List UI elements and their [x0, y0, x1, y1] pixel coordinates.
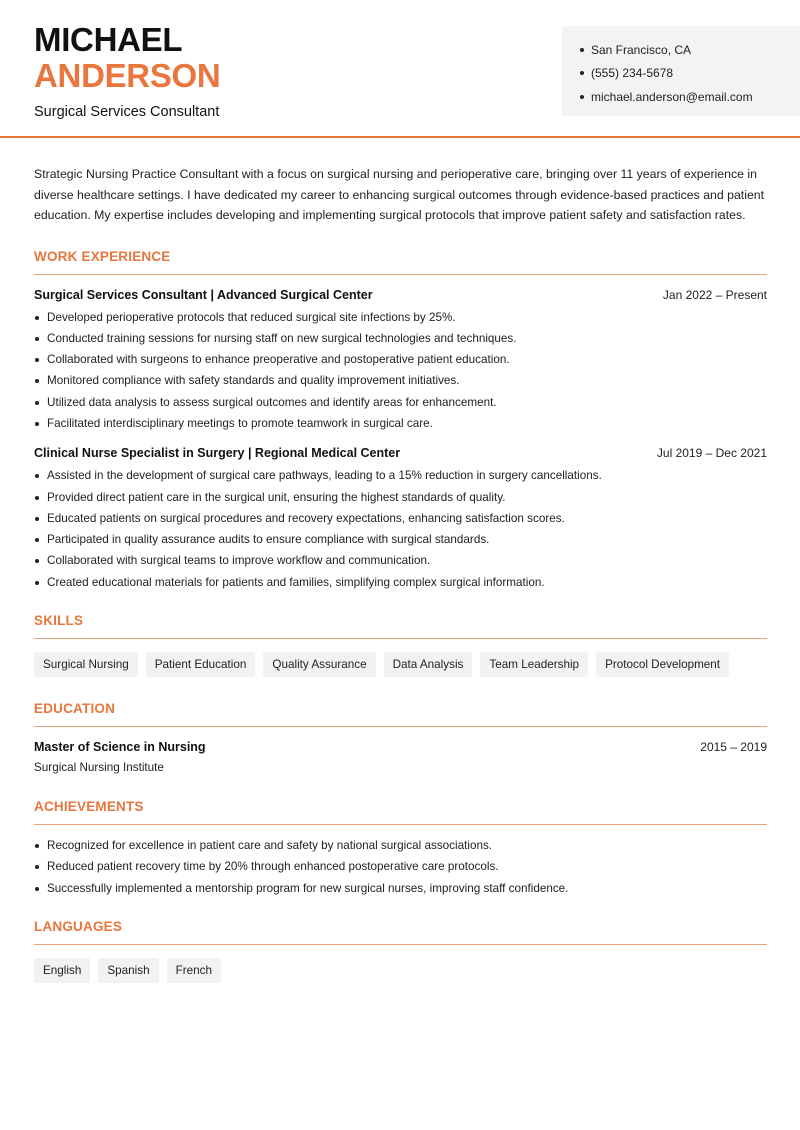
- language-chip: Spanish: [98, 958, 158, 983]
- job-bullets: [34, 465, 767, 593]
- work-section: [34, 249, 767, 594]
- achievements-section: [34, 799, 767, 899]
- contact-location: [580, 38, 800, 62]
- job-entry: [34, 446, 767, 593]
- skill-chip: Surgical Nursing: [34, 652, 138, 677]
- list-item: Provided direct patient care in the surgical unit, ensuring the highest standards of quality.: [34, 487, 767, 508]
- degree: Master of Science in Nursing: [34, 740, 206, 755]
- education-entry: [34, 740, 767, 774]
- job-entry: [34, 288, 767, 435]
- job-title-headline: Surgical Services Consultant: [34, 104, 220, 120]
- skill-chip: Protocol Development: [596, 652, 729, 677]
- first-name: MICHAEL: [34, 21, 183, 58]
- skills-section: [34, 613, 767, 677]
- list-item: Conducted training sessions for nursing staff on new surgical technologies and techniques.: [34, 328, 767, 349]
- resume-header: [0, 0, 800, 138]
- job-title: Surgical Services Consultant | Advanced Surgical Center: [34, 287, 373, 302]
- job-dates: Jan 2022 – Present: [662, 287, 767, 302]
- location-text: San Francisco, CA: [591, 42, 692, 57]
- job-bullets: [34, 307, 767, 435]
- list-item: Collaborated with surgeons to enhance preoperative and postoperative patient education.: [34, 349, 767, 370]
- language-chips: [34, 958, 767, 983]
- list-item: Monitored compliance with safety standards and quality improvement initiatives.: [34, 370, 767, 391]
- language-chip: English: [34, 958, 90, 983]
- language-chip: French: [167, 958, 221, 983]
- resume-body: [34, 164, 767, 983]
- list-item: Educated patients on surgical procedures and recovery expectations, enhancing satisfaction scores.: [34, 508, 767, 529]
- section-divider: [34, 944, 767, 945]
- email-text: michael.anderson@email.com: [591, 89, 753, 104]
- list-item: Participated in quality assurance audits to ensure compliance with surgical standards.: [34, 529, 767, 550]
- job-header: [34, 446, 767, 460]
- languages-section: [34, 919, 767, 983]
- section-divider: [34, 824, 767, 825]
- phone-text: (555) 234-5678: [591, 66, 674, 81]
- last-name: ANDERSON: [34, 57, 221, 94]
- section-divider: [34, 274, 767, 275]
- list-item: Utilized data analysis to assess surgical outcomes and identify areas for enhancement.: [34, 392, 767, 413]
- job-dates: Jul 2019 – Dec 2021: [656, 446, 767, 461]
- section-title-education: EDUCATION: [34, 701, 116, 717]
- education-section: [34, 701, 767, 774]
- achievement-bullets: [34, 835, 767, 899]
- skill-chip: Patient Education: [146, 652, 256, 677]
- job-header: [34, 288, 767, 302]
- section-title-achievements: ACHIEVEMENTS: [34, 799, 144, 815]
- bullet-icon: [580, 48, 584, 52]
- section-title-work: WORK EXPERIENCE: [34, 248, 171, 264]
- bullet-icon: [580, 95, 584, 99]
- contact-box: [562, 26, 800, 116]
- school: Surgical Nursing Institute: [34, 761, 164, 775]
- section-divider: [34, 726, 767, 727]
- skill-chip: Data Analysis: [384, 652, 473, 677]
- list-item: Collaborated with surgical teams to improve workflow and communication.: [34, 550, 767, 571]
- summary: Strategic Nursing Practice Consultant with a focus on surgical nursing and perioperative care, bringing over 11 years of experience in diverse healthcare settings. I have dedicated my career to enhancing surgical outcomes through evidence-based practices and patient education. My expertise includes developing and implementing surgical protocols that improve patient safety and satisfaction rates.: [34, 167, 765, 222]
- education-header: [34, 740, 767, 754]
- section-divider: [34, 638, 767, 639]
- list-item: Successfully implemented a mentorship program for new surgical nurses, improving staff confidence.: [34, 878, 767, 899]
- list-item: Created educational materials for patients and families, simplifying complex surgical information.: [34, 572, 767, 593]
- section-title-skills: SKILLS: [34, 613, 84, 629]
- education-years: 2015 – 2019: [700, 740, 767, 755]
- contact-phone: [580, 62, 800, 86]
- list-item: Assisted in the development of surgical care pathways, leading to a 15% reduction in surgery cancellations.: [34, 465, 767, 486]
- list-item: Facilitated interdisciplinary meetings to promote teamwork in surgical care.: [34, 413, 767, 434]
- skills-chips: [34, 652, 767, 677]
- contact-email: [580, 85, 800, 109]
- skill-chip: Team Leadership: [480, 652, 588, 677]
- list-item: Developed perioperative protocols that reduced surgical site infections by 25%.: [34, 307, 767, 328]
- list-item: Recognized for excellence in patient care and safety by national surgical associations.: [34, 835, 767, 856]
- section-title-languages: LANGUAGES: [34, 918, 123, 934]
- bullet-icon: [580, 71, 584, 75]
- list-item: Reduced patient recovery time by 20% through enhanced postoperative care protocols.: [34, 856, 767, 877]
- skill-chip: Quality Assurance: [263, 652, 375, 677]
- job-title: Clinical Nurse Specialist in Surgery | Regional Medical Center: [34, 446, 401, 461]
- name-block: [34, 22, 220, 120]
